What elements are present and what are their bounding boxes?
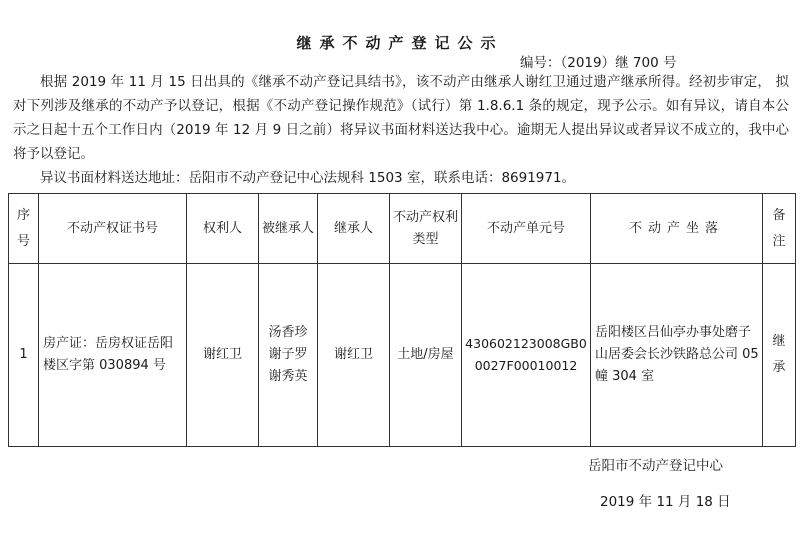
issuing-organization: 岳阳市不动产登记中心 — [588, 458, 723, 474]
registration-table — [8, 193, 796, 447]
header-cert: 不动产权证书号 — [39, 194, 187, 264]
header-unit-no: 不动产单元号 — [462, 194, 591, 264]
issue-date: 2019 年 11 月 18 日 — [600, 494, 731, 510]
cell-remark: 继承 — [763, 264, 796, 447]
document-number: 编号：（2019）继 700 号 — [520, 55, 677, 71]
cell-seq: 1 — [9, 264, 39, 447]
objection-address-paragraph: 异议书面材料送达地址：岳阳市不动产登记中心法规科 1503 室，联系电话：8691971。 — [40, 170, 576, 186]
header-owner: 权利人 — [187, 194, 259, 264]
table-header-row — [9, 194, 796, 264]
cell-right-type: 土地/房屋 — [390, 264, 462, 447]
announcement-paragraph: 根据 2019 年 11 月 15 日出具的《继承不动产登记具结书》，该不动产由继承人谢红卫通过遗产继承所得。经初步审定， 拟对下列涉及继承的不动产予以登记，根据《不动产登记操作规范》（试行）第 1.8.6.1 条的规定，现予公示。如有异议，请自本公示之日起十五个工作日内（2019 年 12 月 9 日之前）将异议书面材料送达我中心。逾期无人提出异议或者异议不成立的，我中心将予以登记。 — [13, 74, 789, 162]
cell-unit-no: 430602123008GB00027F00010012 — [462, 264, 591, 447]
header-location: 不动产坐落 — [591, 194, 763, 264]
header-remark: 备注 — [763, 194, 796, 264]
page-title: 继承不动产登记公示 — [296, 34, 504, 52]
cell-location: 岳阳楼区吕仙亭办事处磨子山居委会长沙铁路总公司 05 幢 304 室 — [591, 264, 763, 447]
header-decedent: 被继承人 — [259, 194, 318, 264]
cell-decedent — [259, 264, 318, 447]
cell-cert: 房产证：岳房权证岳阳楼区字第 030894 号 — [39, 264, 187, 447]
decedent-name: 谢秀英 — [268, 369, 308, 384]
decedent-name: 汤香珍 — [268, 325, 308, 340]
header-seq: 序号 — [9, 194, 39, 264]
cell-owner: 谢红卫 — [187, 264, 259, 447]
header-right-type: 不动产权利类型 — [390, 194, 462, 264]
cell-heir: 谢红卫 — [318, 264, 390, 447]
table-row — [9, 264, 796, 447]
header-heir: 继承人 — [318, 194, 390, 264]
decedent-name: 谢子罗 — [268, 347, 308, 362]
